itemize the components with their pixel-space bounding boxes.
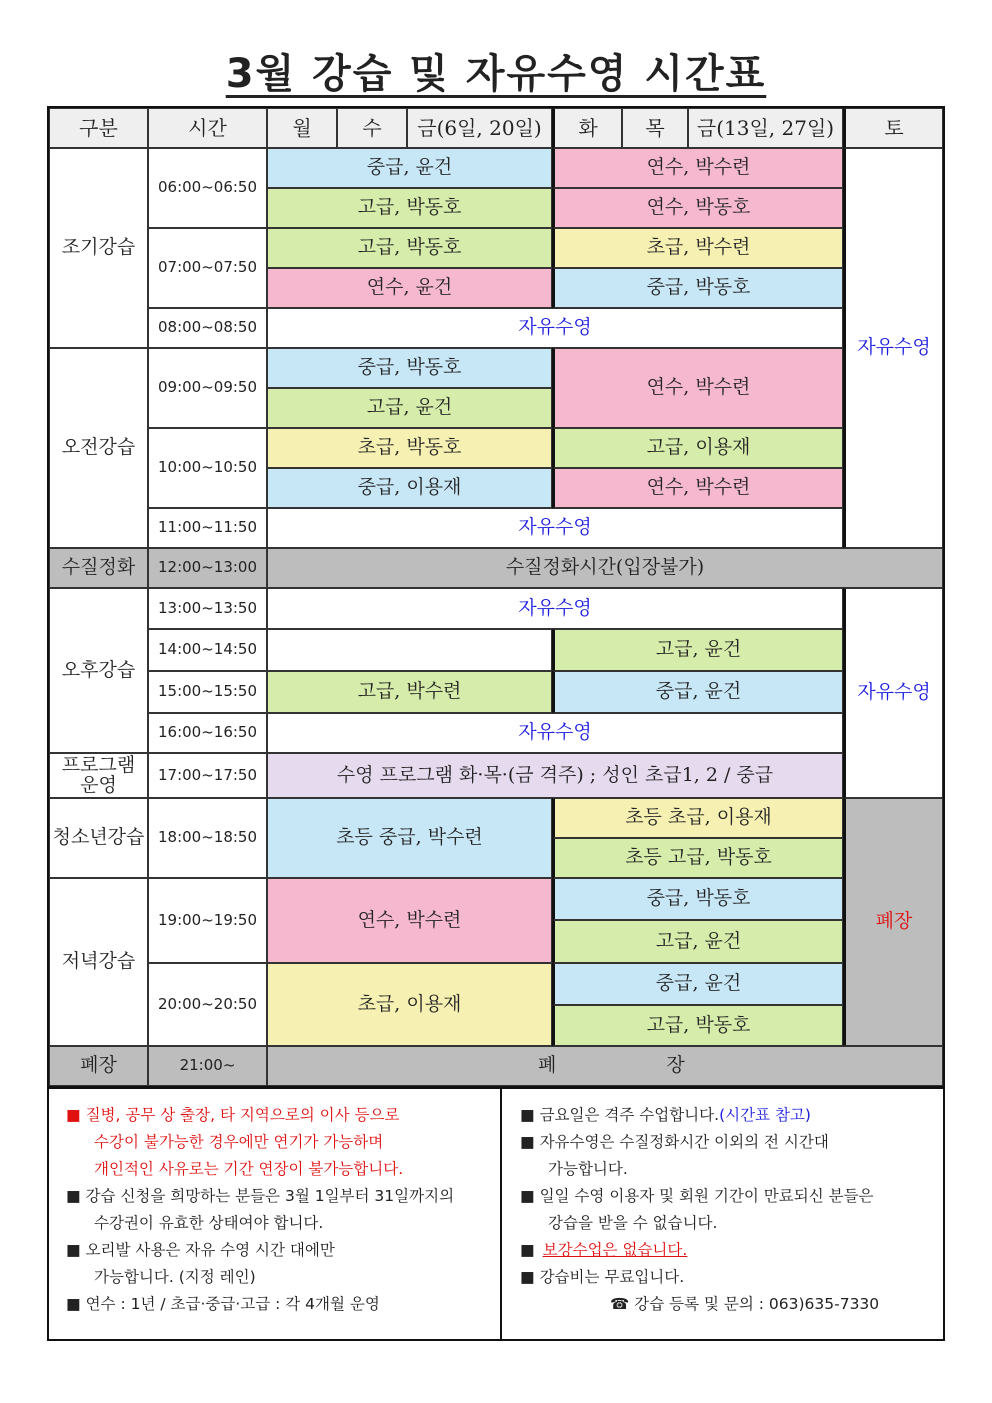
notes-right (520, 1102, 879, 1318)
note-line: ■ 일일 수영 이용자 및 회원 기간이 만료되신 분들은 (520, 1187, 874, 1205)
page-title: 3월 강습 및 자유수영 시간표 (225, 51, 767, 97)
header-mon: 월 (267, 108, 337, 148)
sat-free-swim: 자유수영 (843, 148, 943, 548)
class-cell: 중급, 이용재 (267, 468, 552, 508)
header-tue: 화 (552, 108, 622, 148)
time-slot: 16:00~16:50 (148, 713, 267, 753)
time-slot: 13:00~13:50 (148, 588, 267, 629)
class-cell: 고급, 이용재 (552, 428, 843, 468)
class-cell: 연수, 박동호 (552, 188, 843, 228)
free-swim-cell: 자유수영 (267, 508, 843, 548)
note-text: 보강수업은 없습니다. (542, 1241, 688, 1259)
class-cell: 고급, 박동호 (267, 188, 552, 228)
time-slot: 21:00~ (148, 1046, 267, 1086)
header-sat: 토 (843, 108, 943, 148)
header-fri1: 금(6일, 20일) (407, 108, 552, 148)
class-cell: 연수, 박수련 (552, 468, 843, 508)
time-slot: 14:00~14:50 (148, 629, 267, 671)
closing-char: 폐 (538, 1054, 557, 1077)
class-cell: 고급, 박동호 (552, 1005, 843, 1046)
note-line: ■ 연수 : 1년 / 초급·중급·고급 : 각 4개월 운영 (66, 1295, 380, 1313)
time-slot: 06:00~06:50 (148, 148, 267, 228)
class-cell: 중급, 박동호 (267, 348, 552, 388)
note-line: 가능합니다. (548, 1160, 628, 1178)
time-slot: 11:00~11:50 (148, 508, 267, 548)
header-category: 구분 (49, 108, 148, 148)
class-cell: 중급, 윤건 (552, 963, 843, 1005)
class-cell: 중급, 박동호 (552, 878, 843, 920)
note-line: 가능합니다. (지정 레인) (94, 1268, 256, 1286)
class-cell: 초급, 박수련 (552, 228, 843, 268)
header-time: 시간 (148, 108, 267, 148)
time-slot: 07:00~07:50 (148, 228, 267, 308)
time-slot: 09:00~09:50 (148, 348, 267, 428)
note-line: ■ 자유수영은 수질정화시간 이외의 전 시간대 (520, 1133, 829, 1151)
free-swim-cell: 자유수영 (267, 308, 843, 348)
notes-column-divider (500, 1087, 502, 1339)
note-line: ■ 오리발 사용은 자유 수영 시간 대에만 (66, 1241, 335, 1259)
class-cell: 고급, 윤건 (552, 629, 843, 671)
note-line (520, 1102, 879, 1129)
section-evening: 저녁강습 (49, 878, 148, 1046)
class-cell: 연수, 박수련 (552, 148, 843, 188)
note-line: ■ 질병, 공무 상 출장, 타 지역으로의 이사 등으로 (66, 1106, 400, 1124)
note-line (520, 1237, 879, 1264)
note-line: ■ 강습 신청을 희망하는 분들은 3월 1일부터 31일까지의 (66, 1187, 455, 1205)
note-line: 수강권이 유효한 상태여야 합니다. (94, 1214, 324, 1232)
note-text: ■ (520, 1241, 535, 1259)
time-slot: 18:00~18:50 (148, 798, 267, 878)
section-youth: 청소년강습 (49, 798, 148, 878)
time-slot: 12:00~13:00 (148, 548, 267, 588)
free-swim-cell: 자유수영 (267, 588, 843, 629)
sat-free-swim: 자유수영 (843, 588, 943, 798)
notes-divider (49, 1086, 943, 1089)
free-swim-cell: 자유수영 (267, 713, 843, 753)
class-cell: 초등 초급, 이용재 (552, 798, 843, 838)
time-slot: 20:00~20:50 (148, 963, 267, 1046)
class-cell: 고급, 박동호 (267, 228, 552, 268)
sat-closed: 폐장 (843, 798, 943, 1046)
class-cell: 초등 고급, 박동호 (552, 838, 843, 878)
class-cell: 고급, 윤건 (267, 388, 552, 428)
closing-cell (267, 1046, 943, 1086)
class-cell: 고급, 박수련 (267, 671, 552, 713)
program-cell: 수영 프로그램 화·목·(금 격주) ; 성인 초급1, 2 / 중급 (267, 753, 843, 798)
note-text: (시간표 참고) (719, 1106, 811, 1124)
contact-line: ☎ 강습 등록 및 문의 : 063)635-7330 (610, 1295, 880, 1313)
closing-char: 장 (666, 1054, 685, 1077)
header-wed: 수 (337, 108, 407, 148)
class-cell: 중급, 윤건 (552, 671, 843, 713)
note-line: 개인적인 사유로는 기간 연장이 불가능합니다. (94, 1160, 404, 1178)
note-line: 수강이 불가능한 경우에만 연기가 가능하며 (94, 1133, 384, 1151)
section-early: 조기강습 (49, 148, 148, 348)
time-slot: 15:00~15:50 (148, 671, 267, 713)
section-afternoon: 오후강습 (49, 588, 148, 753)
header-fri2: 금(13일, 27일) (688, 108, 843, 148)
class-cell: 연수, 박수련 (267, 878, 552, 963)
empty-cell (267, 629, 552, 671)
water-clean-cell: 수질정화시간(입장불가) (267, 548, 943, 588)
section-program: 프로그램 운영 (49, 753, 148, 798)
class-cell: 연수, 윤건 (267, 268, 552, 308)
class-cell: 초급, 박동호 (267, 428, 552, 468)
section-clean: 수질정화 (49, 548, 148, 588)
class-cell: 고급, 윤건 (552, 920, 843, 963)
class-cell: 연수, 박수련 (552, 348, 843, 428)
class-cell: 초등 중급, 박수련 (267, 798, 552, 878)
note-line: ■ 강습비는 무료입니다. (520, 1268, 685, 1286)
class-cell: 중급, 윤건 (267, 148, 552, 188)
notes-left (66, 1102, 454, 1318)
note-line: 강습을 받을 수 없습니다. (548, 1214, 718, 1232)
header-thu: 목 (622, 108, 688, 148)
note-text: ■ 금요일은 격주 수업합니다. (520, 1106, 720, 1124)
class-cell: 초급, 이용재 (267, 963, 552, 1046)
section-morning: 오전강습 (49, 348, 148, 548)
time-slot: 10:00~10:50 (148, 428, 267, 508)
section-close: 폐장 (49, 1046, 148, 1086)
class-cell: 중급, 박동호 (552, 268, 843, 308)
time-slot: 19:00~19:50 (148, 878, 267, 963)
time-slot: 17:00~17:50 (148, 753, 267, 798)
time-slot: 08:00~08:50 (148, 308, 267, 348)
